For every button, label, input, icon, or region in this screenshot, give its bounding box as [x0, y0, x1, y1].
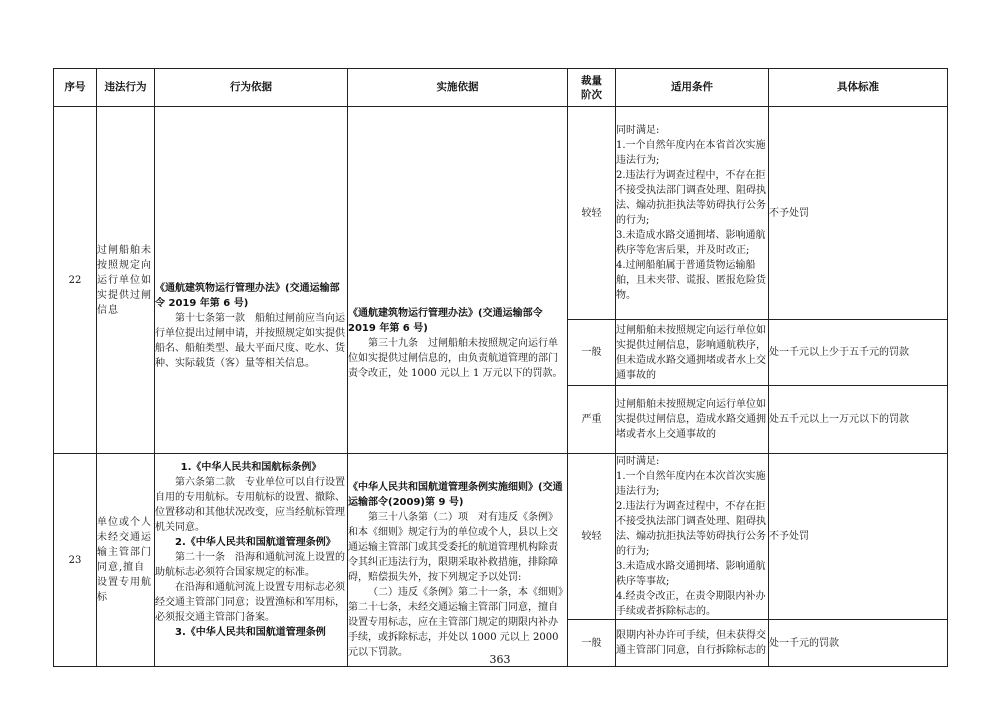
condition-line: 3.未造成水路交通拥堵、影响通航秩序等危害后果，并及时改正;	[616, 230, 766, 256]
level-cell: 较轻	[568, 454, 616, 620]
condition-line: 同时满足:	[616, 456, 660, 467]
condition-line: 过闸船舶未按照规定向运行单位如实提供过闸信息，造成水路交通拥堵或者水上交通事故的	[616, 399, 766, 440]
header-no: 序号	[54, 69, 97, 107]
condition-cell	[616, 107, 769, 320]
violation-text: 过闸船舶未按照规定向运行单位如实提供过闸信息	[97, 107, 155, 454]
condition-cell	[616, 320, 769, 386]
condition-line: 2.违法行为调查过程中，不存在拒不接受执法部门调查处理、阻碍执法、煽动抗拒执法等妨碍执行公务的行为;	[616, 501, 766, 557]
header-level: 裁量 阶次	[568, 69, 616, 107]
condition-line: 同时满足:	[616, 125, 660, 136]
basis-paragraph: 第二十一条 沿海和通航河流上设置的助航标志必须符合国家规定的标准。	[155, 552, 345, 578]
basis-paragraph: 第六条第二款 专业单位可以自行设置自用的专用航标。专用航标的设置、撤除、位置移动和其他状况改变，应当经航标管理机关同意。	[155, 477, 345, 533]
table-row	[54, 107, 948, 320]
condition-cell	[616, 386, 769, 454]
condition-line: 1.一个自然年度内在本省首次实施违法行为;	[616, 140, 766, 166]
header-violation: 违法行为	[97, 69, 155, 107]
condition-line: 2.违法行为调查过程中，不存在拒不接受执法部门调查处理、阻碍执法、煽动抗拒执法等妨碍执行公务的行为;	[616, 170, 766, 226]
level-cell: 一般	[568, 620, 616, 667]
condition-line: 3.未造成水路交通拥堵、影响通航秩序等事故;	[616, 561, 766, 587]
header-basis: 行为依据	[155, 69, 348, 107]
standard-cell: 处一千元以上少于五千元的罚款	[769, 320, 948, 386]
implementation-cell	[348, 107, 568, 454]
level-cell: 较轻	[568, 107, 616, 320]
basis-paragraph: 在沿海和通航河流上设置专用标志必须经交通主管部门同意；设置渔标和军用标，必须报交通主管部门备案。	[155, 582, 345, 623]
impl-title: 《通航建筑物运行管理办法》(交通运输部令 2019 年第 6 号)	[348, 307, 543, 334]
impl-paragraph: （二）违反《条例》第二十一条，本《细则》第二十七条，未经交通运输主管部门同意，擅自设置专用标志，应在主管部门规定的期限内补办手续，或拆除标志，并处以 1000 元以上 2000 元以下罚款。	[348, 587, 563, 658]
impl-paragraph: 第三十九条 过闸船舶未按照规定向运行单位如实提供过闸信息的，由负责航道管理的部门责令改正，处 1000 元以上 1 万元以下的罚款。	[348, 337, 563, 379]
condition-cell	[616, 454, 769, 620]
basis-title: 3.《中华人民共和国航道管理条例	[175, 627, 326, 638]
table-row	[54, 454, 948, 620]
standard-cell: 不予处罚	[769, 454, 948, 620]
basis-cell	[155, 454, 348, 667]
standard-cell: 处一千元的罚款	[769, 620, 948, 667]
row-number: 23	[54, 454, 97, 667]
header-standard: 具体标准	[769, 69, 948, 107]
basis-paragraph: 第十七条第一款 船舶过闸前应当向运行单位提出过闸申请，并按照规定如实提供船名、船舶类型、最大平面尺度、吃水、货种、实际载货（客）量等相关信息。	[155, 313, 345, 369]
standard-cell: 不予处罚	[769, 107, 948, 320]
basis-title: 《通航建筑物运行管理办法》(交通运输部令 2019 年第 6 号)	[155, 283, 340, 309]
table-header-row	[54, 69, 948, 107]
header-conditions: 适用条件	[616, 69, 769, 107]
impl-title: 《中华人民共和国航道管理条例实施细则》(交通运输部令(2009)第 9 号)	[348, 482, 563, 508]
header-implementation: 实施依据	[348, 69, 568, 107]
row-number: 22	[54, 107, 97, 454]
condition-line: 4.过闸船舶属于普通货物运输船舶，且未夹带、谎报、匿报危险货物。	[616, 260, 766, 301]
condition-line: 限期内补办许可手续，但未获得交通主管部门同意，自行拆除标志的	[616, 630, 766, 656]
violation-text: 单位或个人未经交通运输主管部门同意,擅自设置专用航标	[97, 454, 155, 667]
page-number: 363	[489, 653, 511, 666]
condition-line: 4.经责令改正，在责令期限内补办手续或者拆除标志的。	[616, 591, 766, 617]
basis-cell	[155, 107, 348, 454]
implementation-cell	[348, 454, 568, 667]
standard-cell: 处五千元以上一万元以下的罚款	[769, 386, 948, 454]
level-cell: 严重	[568, 386, 616, 454]
impl-paragraph: 第三十八条第（二）项 对有违反《条例》和本《细则》规定行为的单位或个人，县以上交通运输主管部门或其受委托的航道管理机构除责令其纠正违法行为，限期采取补救措施，排除障碍，赔偿损失外，按下列规定予以处罚:	[348, 512, 558, 583]
regulation-table	[53, 68, 948, 667]
condition-line: 过闸船舶未按照规定向运行单位如实提供过闸信息，影响通航秩序，但未造成水路交通拥堵或者水上交通事故的	[616, 324, 766, 381]
basis-title: 1.《中华人民共和国航标条例》	[180, 462, 322, 473]
basis-title: 2.《中华人民共和国航道管理条例》	[175, 537, 336, 548]
condition-line: 1.一个自然年度内在本次首次实施违法行为;	[616, 471, 766, 497]
level-cell: 一般	[568, 320, 616, 386]
